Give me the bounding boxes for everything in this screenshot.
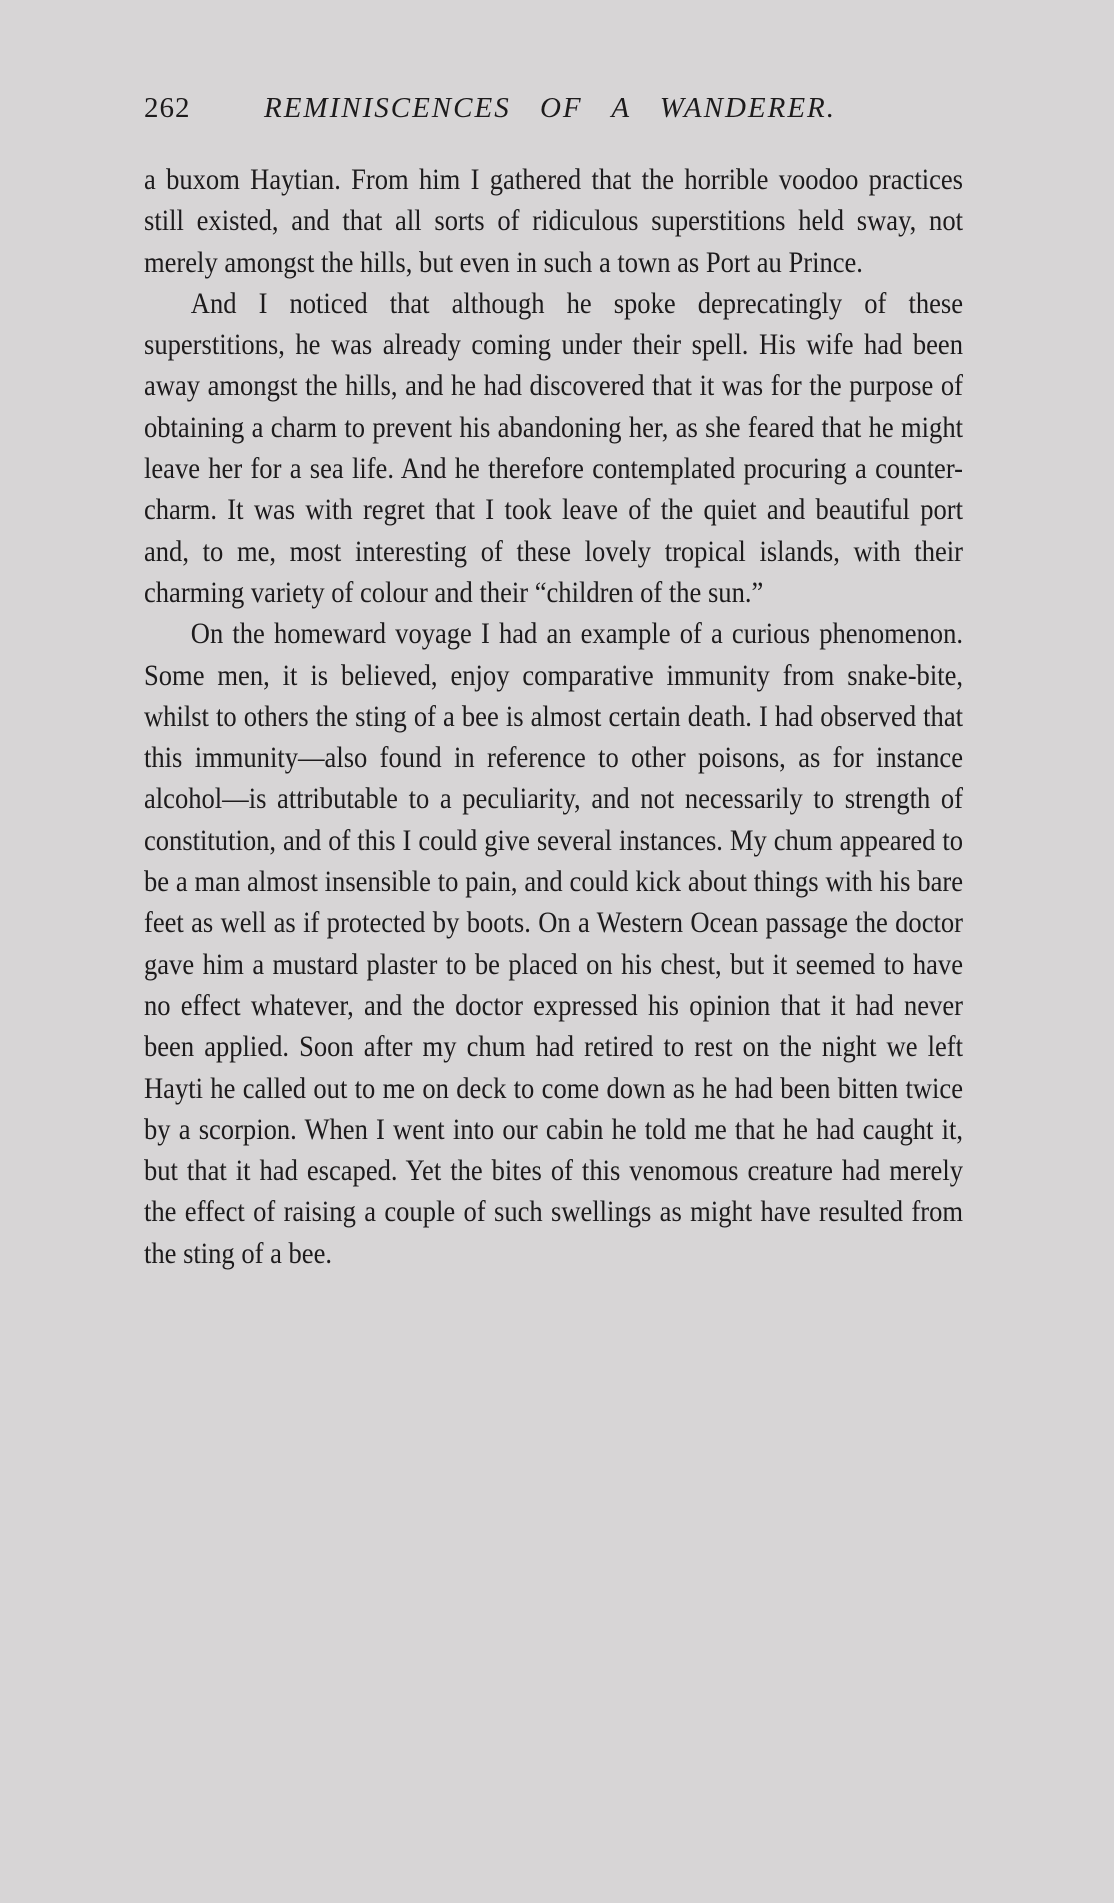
page-number: 262 (144, 92, 191, 124)
paragraph-continued: a buxom Haytian. From him I gathered that the horrible voodoo practices still existed, and that all sorts of ridiculous superstitions held sway, not merely amongst the hills, but even in such a town as Port au Prince. (144, 164, 963, 279)
body-text (144, 160, 963, 1275)
running-head (144, 92, 962, 132)
running-title: REMINISCENCES OF A WANDERER. (264, 92, 837, 124)
paragraph: On the homeward voyage I had an example of a curious phenomenon. Some men, it is believed, enjoy comparative immunity from snake-bite, whilst to others the sting of a bee is almost certain death. I had observed that this immunity—also found in reference to other poisons, as for instance alcohol—is attributable to a peculiarity, and not necessarily to strength of constitution, and of this I could give several instances. My chum appeared to be a man almost insensible to pain, and could kick about things with his bare feet as well as if protected by boots. On a Western Ocean passage the doctor gave him a mustard plaster to be placed on his chest, but it seemed to have no effect whatever, and the doctor expressed his opinion that it had never been applied. Soon after my chum had retired to rest on the night we left Hayti he called out to me on deck to come down as he had been bitten twice by a scorpion. When I went into our cabin he told me that he had caught it, but that it had escaped. Yet the bites of this venomous creature had merely the effect of raising a couple of such swellings as might have resulted from the sting of a bee. (144, 618, 964, 1270)
paragraph: And I noticed that although he spoke deprecatingly of these superstitions, he was already coming under their spell. His wife had been away amongst the hills, and he had discovered that it was for the purpose of obtaining a charm to prevent his abandoning her, as she feared that he might leave her for a sea life. And he therefore contemplated procuring a counter-charm. It was with regret that I took leave of the quiet and beautiful port and, to me, most interesting of these lovely tropical islands, with their charming variety of colour and their “children of the sun.” (144, 287, 964, 609)
